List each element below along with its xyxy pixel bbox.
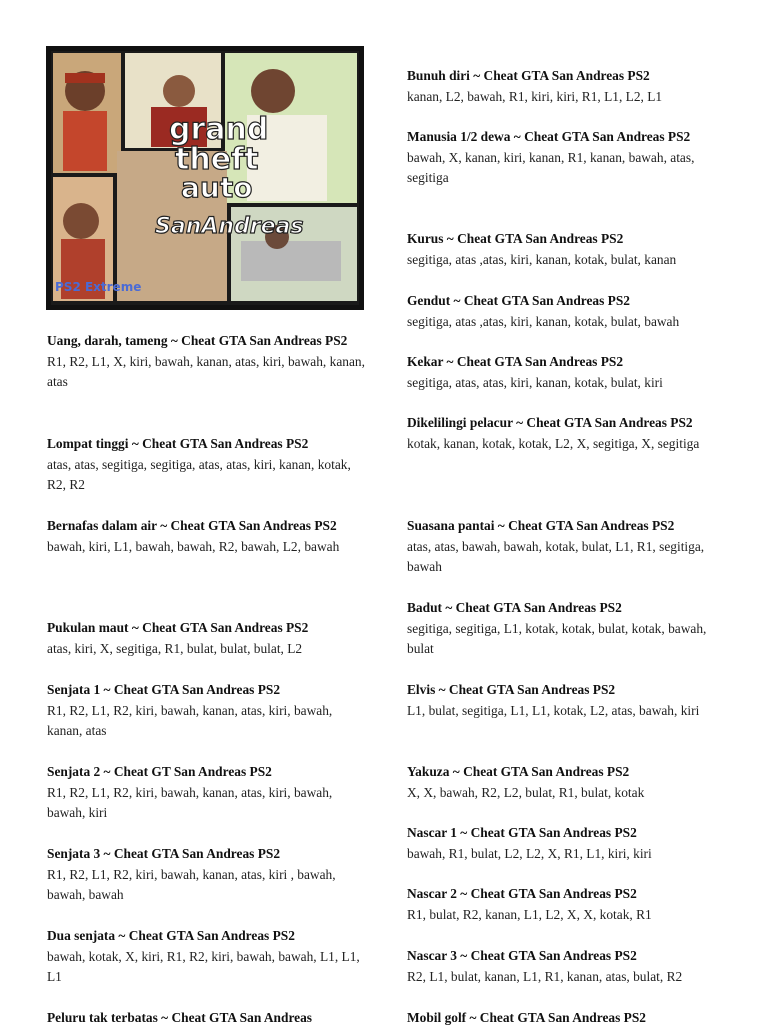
cheat-title: Gendut ~ Cheat GTA San Andreas PS2: [407, 293, 630, 308]
cheat-title: Lompat tinggi ~ Cheat GTA San Andreas PS2: [47, 436, 309, 451]
gta-cover-image: [46, 46, 364, 310]
cheat-title: Nascar 3 ~ Cheat GTA San Andreas PS2: [407, 948, 637, 963]
cheat-title: Elvis ~ Cheat GTA San Andreas PS2: [407, 682, 616, 697]
cheat-title: Mobil golf ~ Cheat GTA San Andreas PS2: [407, 1010, 646, 1025]
cheat-entry: [407, 823, 725, 864]
cheat-entry: [407, 884, 725, 925]
cheat-entry: [47, 434, 365, 496]
cheat-title: Dua senjata ~ Cheat GTA San Andreas PS2: [47, 928, 295, 943]
cheat-title: Pukulan maut ~ Cheat GTA San Andreas PS2: [47, 620, 309, 635]
cheat-title: Bunuh diri ~ Cheat GTA San Andreas PS2: [407, 68, 650, 83]
cheat-title: Yakuza ~ Cheat GTA San Andreas PS2: [407, 764, 630, 779]
cheat-entry: [407, 413, 725, 454]
cheat-codes: segitiga, atas ,atas, kiri, kanan, kotak, bulat, kanan: [407, 251, 677, 267]
cheat-entry: [407, 598, 725, 660]
cheat-entry: [47, 762, 365, 824]
cheat-codes: atas, kiri, X, segitiga, R1, bulat, bulat, bulat, L2: [47, 640, 303, 656]
cheat-entry: [47, 680, 365, 742]
cheat-codes: segitiga, atas ,atas, kiri, kanan, kotak, bulat, bawah: [407, 313, 680, 329]
cheat-codes: kanan, L2, bawah, R1, kiri, kiri, R1, L1, L2, L1: [407, 88, 663, 104]
ps2-extreme-badge: PS2 Extreme: [55, 280, 142, 294]
cheat-codes: R1, R2, L1, R2, kiri, bawah, kanan, atas, kiri, bawah, kanan, atas: [47, 702, 333, 738]
cheat-entry: [47, 926, 365, 988]
cheat-codes: bawah, X, kanan, kiri, kanan, R1, kanan, bawah, atas, segitiga: [407, 149, 695, 185]
cheat-codes: R2, L1, bulat, kanan, L1, R1, kanan, atas, bulat, R2: [407, 968, 683, 984]
logo-line-2: theft: [175, 142, 259, 177]
cheat-entry: [407, 291, 725, 332]
cheat-codes: atas, atas, bawah, bawah, kotak, bulat, L1, R1, segitiga, bawah: [407, 538, 705, 574]
cheat-entry: [407, 680, 725, 721]
cheat-entry: [407, 127, 725, 189]
cheat-title: Uang, darah, tameng ~ Cheat GTA San Andreas PS2: [47, 333, 348, 348]
cover-artwork: [51, 51, 359, 305]
cheat-entry: [407, 229, 725, 270]
cheat-entry: [407, 66, 725, 107]
cheat-title: Nascar 1 ~ Cheat GTA San Andreas PS2: [407, 825, 637, 840]
cheat-codes: segitiga, atas, atas, kiri, kanan, kotak, bulat, kiri: [407, 374, 663, 390]
cheat-entry: [407, 762, 725, 803]
cheat-codes: X, X, bawah, R2, L2, bulat, R1, bulat, kotak: [407, 784, 645, 800]
cheat-title: Manusia 1/2 dewa ~ Cheat GTA San Andreas PS2: [407, 129, 691, 144]
cheat-codes: bawah, kotak, X, kiri, R1, R2, kiri, bawah, bawah, L1, L1, L1: [47, 948, 360, 984]
cheat-entry: [47, 618, 365, 659]
cheat-entry: [47, 516, 365, 557]
cheat-title: Nascar 2 ~ Cheat GTA San Andreas PS2: [407, 886, 637, 901]
logo-line-1: grand: [169, 112, 269, 147]
cheat-entry: [407, 946, 725, 987]
cheat-title: Senjata 3 ~ Cheat GTA San Andreas PS2: [47, 846, 281, 861]
cheat-codes: bawah, R1, bulat, L2, L2, X, R1, L1, kiri, kiri: [407, 845, 652, 861]
cheat-title: Kekar ~ Cheat GTA San Andreas PS2: [407, 354, 624, 369]
cheat-title: Badut ~ Cheat GTA San Andreas PS2: [407, 600, 622, 615]
cheat-title: Dikelilingi pelacur ~ Cheat GTA San Andreas PS2: [407, 415, 693, 430]
logo-line-4: SanAndreas: [155, 214, 304, 239]
cheat-entry: [407, 516, 725, 578]
cheat-title: Kurus ~ Cheat GTA San Andreas PS2: [407, 231, 624, 246]
cheat-entry: [407, 1008, 725, 1029]
cheat-codes: bawah, kiri, L1, bawah, bawah, R2, bawah, L2, bawah: [47, 538, 340, 554]
cheat-title: Senjata 1 ~ Cheat GTA San Andreas PS2: [47, 682, 281, 697]
cheat-codes: R1, R2, L1, R2, kiri, bawah, kanan, atas, kiri , bawah, bawah, bawah: [47, 866, 336, 902]
cheat-entry: [47, 331, 365, 393]
cheat-codes: L1, bulat, segitiga, L1, L1, kotak, L2, atas, bawah, kiri: [407, 702, 700, 718]
cheat-codes: R1, bulat, R2, kanan, L1, L2, X, X, kotak, R1: [407, 906, 652, 922]
logo-line-3: auto: [181, 171, 253, 204]
cheat-title: Suasana pantai ~ Cheat GTA San Andreas PS2: [407, 518, 675, 533]
cheat-entry: [47, 1008, 365, 1029]
cheat-title: Peluru tak terbatas ~ Cheat GTA San Andreas: [47, 1010, 312, 1025]
cheat-entry: [407, 352, 725, 393]
cheat-codes: R1, R2, L1, R2, kiri, bawah, kanan, atas, kiri, bawah, bawah, kiri: [47, 784, 333, 820]
cheat-codes: kotak, kanan, kotak, kotak, L2, X, segitiga, X, segitiga: [407, 435, 700, 451]
cheat-codes: R1, R2, L1, X, kiri, bawah, kanan, atas, kiri, bawah, kanan, atas: [47, 353, 365, 389]
cheat-codes: atas, atas, segitiga, segitiga, atas, atas, kiri, kanan, kotak, R2, R2: [47, 456, 351, 492]
cheat-title: Bernafas dalam air ~ Cheat GTA San Andreas PS2: [47, 518, 337, 533]
cheat-title: Senjata 2 ~ Cheat GT San Andreas PS2: [47, 764, 272, 779]
cheat-entry: [47, 844, 365, 906]
cheat-codes: segitiga, segitiga, L1, kotak, kotak, bulat, kotak, bawah, bulat: [407, 620, 707, 656]
